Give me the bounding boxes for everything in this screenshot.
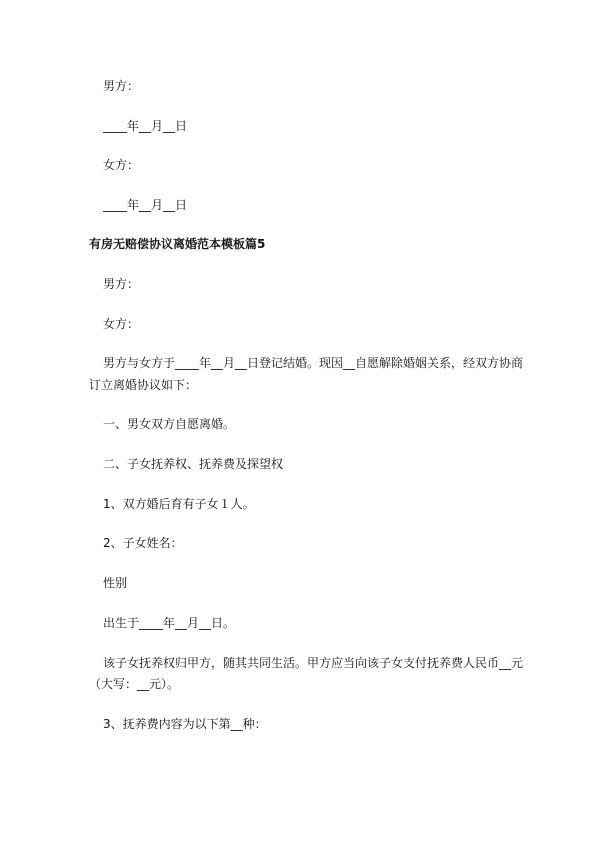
section-heading: 有房无赔偿协议离婚范本模板篇5 <box>89 237 266 251</box>
husband-date-line: ____年__月__日 <box>103 119 188 133</box>
husband-label: 男方： <box>103 79 140 93</box>
clause-two-item-1: 1、双方婚后育有子女１人。 <box>103 497 255 511</box>
marriage-statement: 男方与女方于____年__月__日登记结婚。现因__自愿解除婚姻关系，经双方协商 <box>103 356 524 370</box>
husband-label-2: 男方： <box>103 277 140 291</box>
wife-date-line: ____年__月__日 <box>103 198 188 212</box>
gender-label: 性别 <box>103 576 128 590</box>
custody-statement-continued: （大写：__元）。 <box>89 677 180 691</box>
custody-statement: 该子女抚养权归甲方，随其共同生活。甲方应当向该子女支付抚养费人民币__元 <box>103 656 524 670</box>
clause-two-item-2: 2、子女姓名： <box>103 536 183 550</box>
clause-one: 一、男女双方自愿离婚。 <box>103 417 236 431</box>
wife-label-2: 女方： <box>103 317 140 331</box>
marriage-statement-continued: 订立离婚协议如下： <box>89 378 198 392</box>
clause-two-item-3: 3、抚养费内容为以下第__种： <box>103 717 267 731</box>
birth-date-line: 出生于____年__月__日。 <box>103 616 236 630</box>
wife-label: 女方： <box>103 158 140 172</box>
clause-two: 二、子女抚养权、抚养费及探望权 <box>103 457 284 471</box>
